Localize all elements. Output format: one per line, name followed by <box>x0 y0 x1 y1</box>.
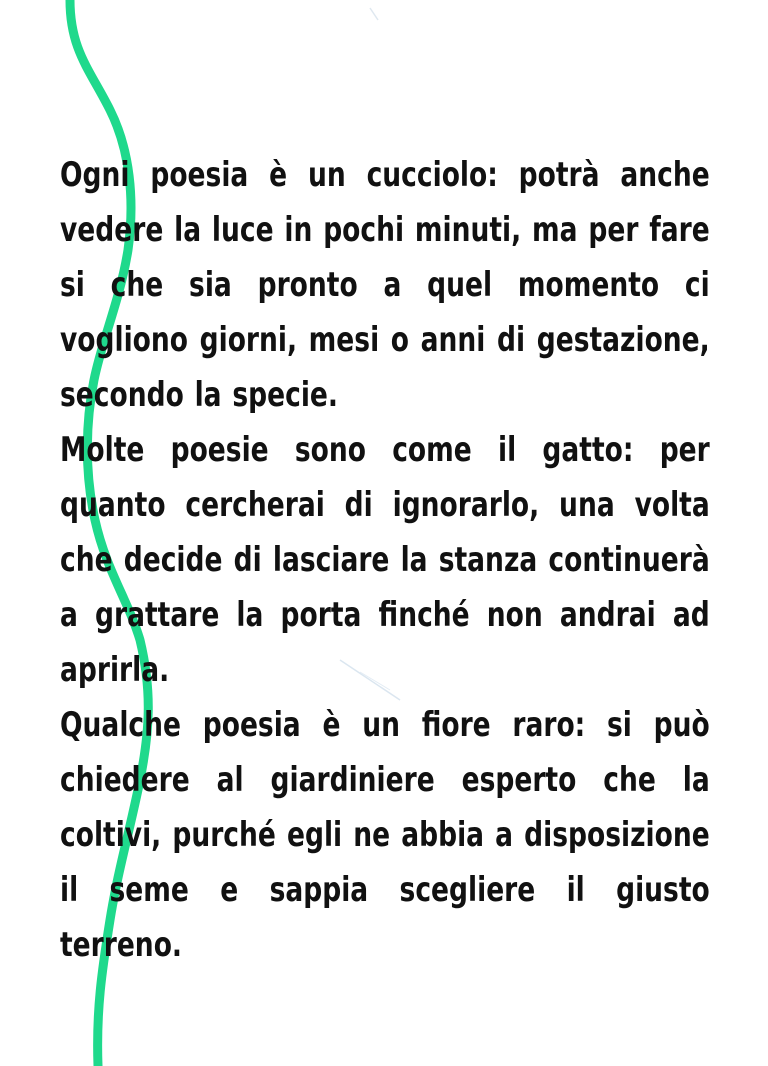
paragraph-text: Ogni poesia è un cucciolo: potrà anche vedere la luce in pochi minuti, ma per fare si che sia pronto a quel momento ci vogliono giorni, mesi o anni di gestazione, secondo la specie. <box>60 155 710 415</box>
paragraph-text: Molte poesie sono come il gatto: per quanto cercherai di ignorarlo, una volta che decide di lasciare la stanza continuerà a grattare la porta finché non andrai ad aprirla. <box>60 430 710 690</box>
paragraph-puppy <box>60 148 710 423</box>
paragraph-cat <box>60 423 710 698</box>
paragraph-text: Qualche poesia è un fiore raro: si può chiedere al giardiniere esperto che la coltivi, purché egli ne abbia a disposizione il seme e sappia scegliere il giusto terreno. <box>60 705 710 965</box>
paragraph-flower <box>60 698 710 973</box>
